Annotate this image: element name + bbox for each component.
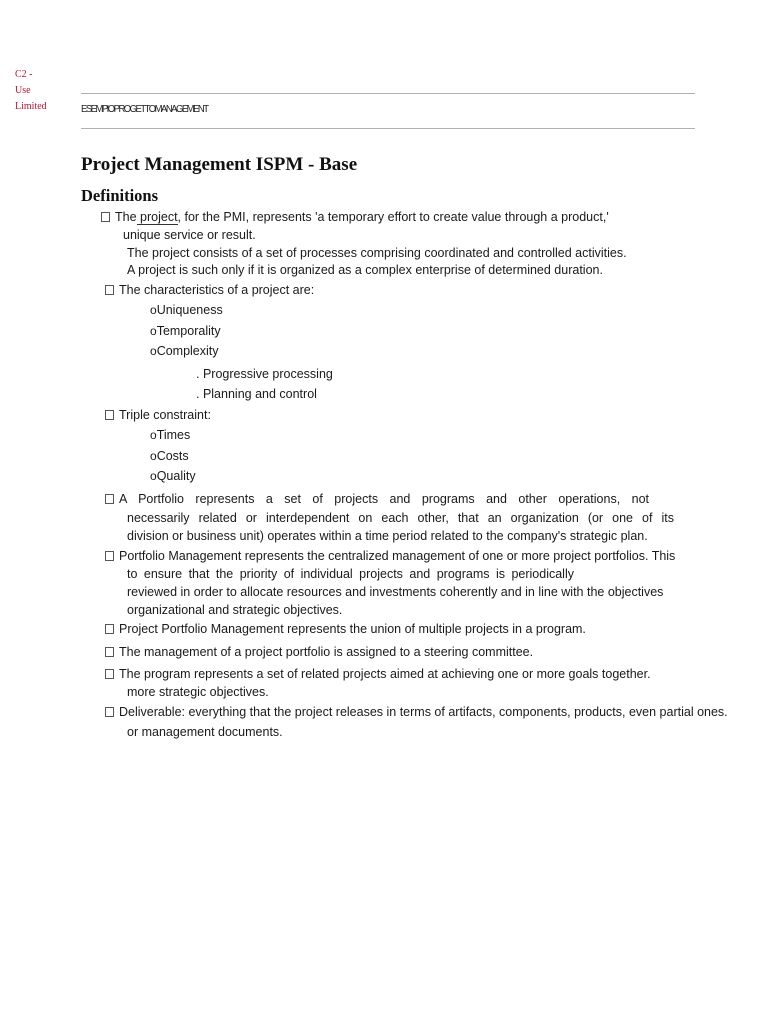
program-line: more strategic objectives.: [127, 685, 269, 699]
sub-list-item-label: Temporality: [156, 324, 221, 338]
sub-list-item-label: Costs: [156, 449, 189, 463]
project-def-line: A project is such only if it is organized as a complex enterprise of determined duration.: [127, 263, 603, 277]
circle-bullet-icon: o: [150, 428, 157, 442]
program-line: The program represents a set of related projects aimed at achieving one or more goals together.: [119, 667, 651, 681]
list-item-steering: [105, 645, 533, 659]
list-item-project: [101, 210, 609, 224]
sub-list-item-label: Quality: [156, 469, 196, 483]
sub-list-item-label: Complexity: [156, 344, 219, 358]
checkbox-bullet-icon: [105, 551, 114, 561]
portfolio-line: necessarily related or interdependent on each other, that an organization (or one of its: [127, 511, 674, 525]
list-item-portfolio-management: [105, 549, 675, 563]
steering-text: The management of a project portfolio is assigned to a steering committee.: [119, 645, 534, 659]
classification-line: C2 -: [15, 69, 33, 80]
list-item-portfolio: [105, 492, 649, 506]
page-title: Project Management ISPM - Base: [81, 154, 358, 175]
checkbox-bullet-icon: [105, 494, 114, 504]
project-def-prefix: The: [115, 210, 137, 224]
classification-line: Limited: [15, 101, 47, 112]
header-top-rule: [81, 93, 695, 94]
portfolio-line: A Portfolio represents a set of projects and programs and other operations, not: [119, 492, 649, 506]
triple-intro: Triple constraint:: [119, 408, 211, 422]
sub-list-item: [150, 344, 219, 358]
ppm-text: Project Portfolio Management represents the union of multiple projects in a program.: [119, 622, 586, 636]
sub-list-item-label: Times: [156, 428, 191, 442]
list-item-program: [105, 667, 651, 681]
classification-label: [15, 67, 47, 115]
portfolio-mgmt-line: organizational and strategic objectives.: [127, 603, 343, 617]
deliverable-line: or management documents.: [127, 725, 283, 739]
portfolio-mgmt-line: to ensure that the priority of individual projects and programs is periodically: [127, 567, 574, 581]
checkbox-bullet-icon: [105, 410, 114, 420]
sub-list-item-label: Uniqueness: [156, 303, 223, 317]
sub-list-item: [150, 449, 189, 463]
header-bottom-rule: [81, 128, 695, 129]
checkbox-bullet-icon: [105, 647, 114, 657]
portfolio-line: division or business unit) operates within a time period related to the company's strategic plan.: [127, 529, 648, 543]
list-item-deliverable: [105, 705, 728, 719]
circle-bullet-icon: o: [150, 449, 157, 463]
circle-bullet-icon: o: [150, 324, 157, 338]
list-item-characteristics: [105, 283, 314, 297]
project-def-line: unique service or result.: [123, 228, 256, 242]
characteristics-intro: The characteristics of a project are:: [119, 283, 315, 297]
project-def-line: The project consists of a set of processes comprising coordinated and controlled activities.: [127, 246, 627, 260]
checkbox-bullet-icon: [105, 624, 114, 634]
checkbox-bullet-icon: [105, 707, 114, 717]
checkbox-bullet-icon: [105, 285, 114, 295]
checkbox-bullet-icon: [105, 669, 114, 679]
sub-sub-list-item: . Progressive processing: [196, 367, 333, 381]
section-heading: Definitions: [81, 186, 159, 205]
sub-sub-list-item: . Planning and control: [196, 387, 317, 401]
portfolio-mgmt-line: reviewed in order to allocate resources and investments coherently and in line with the objectives: [127, 585, 664, 599]
circle-bullet-icon: o: [150, 344, 157, 358]
circle-bullet-icon: o: [150, 303, 157, 317]
portfolio-mgmt-line: Portfolio Management represents the centralized management of one or more project portfolios. This: [119, 549, 676, 563]
project-def-rest: , for the PMI, represents 'a temporary effort to create value through a product,': [177, 210, 609, 224]
checkbox-bullet-icon: [101, 212, 110, 222]
sub-list-item: [150, 469, 196, 483]
sub-list-item: [150, 428, 190, 442]
deliverable-line: Deliverable: everything that the project releases in terms of artifacts, components, products, even partial ones.: [119, 705, 728, 719]
sub-list-item: [150, 324, 221, 338]
sub-list-item: [150, 303, 223, 317]
list-item-ppm: [105, 622, 586, 636]
circle-bullet-icon: o: [150, 469, 157, 483]
project-def-underlined: project: [136, 210, 178, 224]
page-header: ESEMPIOPROGETTOMANAGEMENT: [81, 104, 208, 115]
list-item-triple-constraint: [105, 408, 211, 422]
classification-line: Use: [15, 85, 31, 96]
